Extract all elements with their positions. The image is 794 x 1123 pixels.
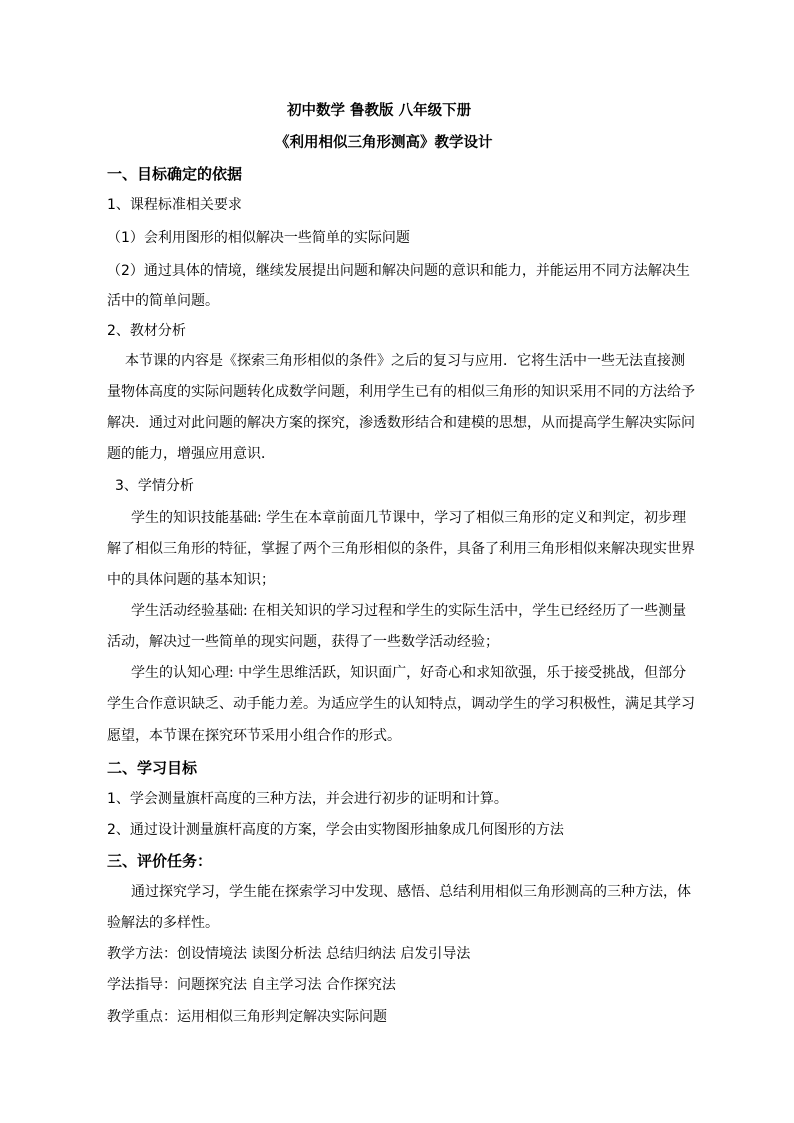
objective-item-2: 2、通过设计测量旗杆高度的方案，学会由实物图形抽象成几何图形的方法 bbox=[107, 822, 564, 838]
teaching-key-point: 教学重点：运用相似三角形判定解决实际问题 bbox=[107, 1009, 387, 1025]
learner-knowledge-line: 学生的知识技能基础: 学生在本章前面几节课中，学习了相似三角形的定义和判定，初步理 bbox=[131, 510, 687, 526]
teaching-methods: 教学方法：创设情境法 读图分析法 总结归纳法 启发引导法 bbox=[107, 946, 471, 962]
assessment-line: 通过探究学习，学生能在探索学习中发现、感悟、总结利用相似三角形测高的三种方法，体 bbox=[131, 884, 691, 900]
learner-cognition-line: 学生的认知心理: 中学生思维活跃，知识面广，好奇心和求知欲强，乐于接受挑战，但部分 bbox=[131, 665, 687, 681]
standards-item-2: （2）通过具体的情境，继续发展提出问题和解决问题的意识和能力，并能运用不同方法解决生 bbox=[107, 263, 690, 279]
learner-knowledge-line: 解了相似三角形的特征，掌握了两个三角形相似的条件，具备了利用三角形相似来解决现实世界 bbox=[107, 541, 695, 557]
textbook-analysis-line: 本节课的内容是《探索三角形相似的条件》之后的复习与应用．它将生活中一些无法直接测 bbox=[125, 353, 685, 369]
standards-item-2-cont: 活中的简单问题。 bbox=[107, 293, 219, 309]
doc-title: 《利用相似三角形测高》教学设计 bbox=[275, 135, 493, 151]
learner-cognition-line: 愿望，本节课在探究环节采用小组合作的形式。 bbox=[107, 728, 401, 744]
textbook-analysis-line: 量物体高度的实际问题转化成数学问题，利用学生已有的相似三角形的知识采用不同的方法给予 bbox=[107, 384, 695, 400]
assessment-line: 验解法的多样性。 bbox=[107, 915, 219, 931]
standards-item-1: （1）会利用图形的相似解决一些简单的实际问题 bbox=[107, 230, 410, 246]
learner-experience-line: 学生活动经验基础: 在相关知识的学习过程和学生的实际生活中，学生已经经历了一些测量 bbox=[131, 603, 687, 619]
learning-guidance: 学法指导：问题探究法 自主学习法 合作探究法 bbox=[107, 977, 396, 993]
subsection-title-learners: 3、学情分析 bbox=[115, 478, 194, 494]
doc-header-subject: 初中数学 鲁教版 八年级下册 bbox=[287, 103, 472, 119]
learner-experience-line: 活动，解决过一些简单的现实问题，获得了一些数学活动经验； bbox=[107, 634, 499, 650]
section-heading-basis: 一、目标确定的依据 bbox=[107, 165, 243, 183]
section-heading-objectives: 二、学习目标 bbox=[107, 759, 198, 777]
subsection-title-standards: 1、课程标准相关要求 bbox=[107, 197, 242, 213]
objective-item-1: 1、学会测量旗杆高度的三种方法，并会进行初步的证明和计算。 bbox=[107, 791, 508, 807]
subsection-title-textbook: 2、教材分析 bbox=[107, 323, 186, 339]
textbook-analysis-line: 题的能力，增强应用意识． bbox=[107, 446, 275, 462]
learner-knowledge-line: 中的具体问题的基本知识； bbox=[107, 572, 275, 588]
learner-cognition-line: 学生合作意识缺乏、动手能力差。为适应学生的认知特点，调动学生的学习积极性，满足其学习 bbox=[107, 696, 695, 712]
section-heading-assessment: 三、评价任务： bbox=[107, 852, 213, 870]
textbook-analysis-line: 解决．通过对此问题的解决方案的探究，渗透数形结合和建模的思想，从而提高学生解决实际问 bbox=[107, 415, 695, 431]
